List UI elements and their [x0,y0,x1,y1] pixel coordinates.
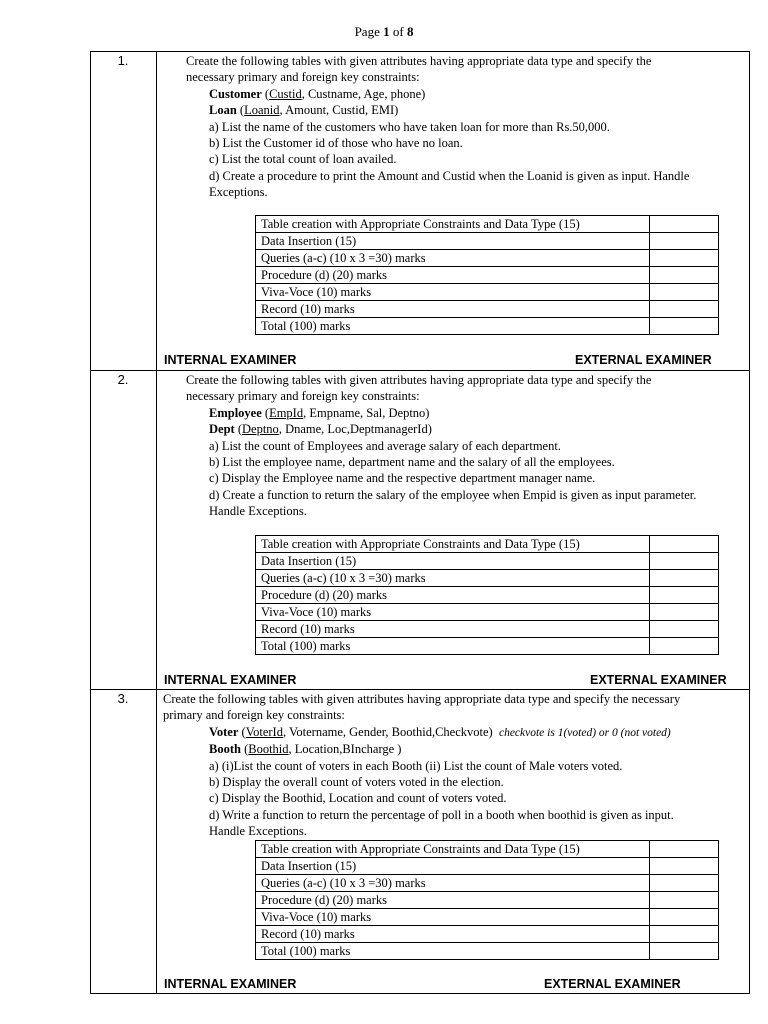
question-text [186,53,746,201]
sub-question: Handle Exceptions. [209,824,307,839]
question-intro: necessary primary and foreign key constraints: [186,70,420,85]
question-intro: necessary primary and foreign key constraints: [186,389,420,404]
marks-row-label: Total (100) marks [256,638,650,655]
sub-question: d) Create a function to return the salary of the employee when Empid is given as input parameter. [209,487,697,502]
marks-cell [650,587,719,604]
page-of: of [392,24,404,39]
marks-cell [650,604,719,621]
table-definition: Employee (EmpId, Empname, Sal, Deptno) [209,405,430,420]
sub-question: a) (i)List the count of voters in each Booth (ii) List the count of Male voters voted. [209,758,623,773]
marks-row-label: Procedure (d) (20) marks [256,587,650,604]
marks-cell [650,233,719,250]
marks-row-label: Table creation with Appropriate Constraints and Data Type (15) [256,216,650,233]
page-number: 1 [383,24,390,39]
marks-row-label: Table creation with Appropriate Constraints and Data Type (15) [256,536,650,553]
sub-question: d) Write a function to return the percentage of poll in a booth when boothid is given as input. [209,807,674,822]
marks-cell [650,892,719,909]
marks-cell [650,943,719,960]
marks-row-label: Record (10) marks [256,926,650,943]
marks-row-label: Procedure (d) (20) marks [256,892,650,909]
marks-row-label: Data Insertion (15) [256,553,650,570]
sub-question: b) List the employee name, department name and the salary of all the employees. [209,455,615,470]
external-examiner-label: EXTERNAL EXAMINER [590,673,727,687]
table-definition: Booth (Boothid, Location,BIncharge ) [209,742,402,757]
marks-cell [650,875,719,892]
question-intro: Create the following tables with given attributes having appropriate data type and specify the necessary [163,692,681,706]
sub-question: a) List the count of Employees and average salary of each department. [209,438,561,453]
internal-examiner-label: INTERNAL EXAMINER [164,353,297,367]
marks-row-label: Queries (a-c) (10 x 3 =30) marks [256,570,650,587]
marks-cell [650,536,719,553]
sub-question: Exceptions. [209,185,268,200]
marks-cell [650,216,719,233]
marks-table [255,215,719,335]
sub-question: d) Create a procedure to print the Amount and Custid when the Loanid is given as input. Handle [209,168,690,183]
external-examiner-label: EXTERNAL EXAMINER [575,353,712,367]
page-total: 8 [406,24,414,39]
marks-row-label: Viva-Voce (10) marks [256,604,650,621]
marks-cell [650,301,719,318]
marks-cell [650,267,719,284]
marks-cell [650,250,719,267]
sub-question: b) Display the overall count of voters voted in the election. [209,775,504,790]
marks-row-label: Record (10) marks [256,301,650,318]
sub-question: a) List the name of the customers who have taken loan for more than Rs.50,000. [209,119,610,134]
table-definition: Voter (VoterId, Votername, Gender, Boothid,Checkvote) checkvote is 1(voted) or 0 (not voted) [209,724,671,739]
marks-cell [650,638,719,655]
number-column-divider [156,51,157,994]
marks-cell [650,570,719,587]
marks-row-label: Data Insertion (15) [256,233,650,250]
sub-question: c) List the total count of loan availed. [209,152,397,167]
row-divider [90,689,750,690]
marks-table [255,840,719,960]
marks-row-label: Data Insertion (15) [256,858,650,875]
sub-question: c) Display the Boothid, Location and count of voters voted. [209,791,507,806]
question-number: 1. [117,53,129,68]
marks-cell [650,858,719,875]
table-definition: Loan (Loanid, Amount, Custid, EMI) [209,103,399,118]
question-text [163,691,748,840]
marks-row-label: Queries (a-c) (10 x 3 =30) marks [256,875,650,892]
checkvote-note: checkvote is 1(voted) or 0 (not voted) [498,726,671,739]
question-number: 2. [117,372,129,387]
marks-cell [650,926,719,943]
marks-cell [650,284,719,301]
sub-question: c) Display the Employee name and the respective department manager name. [209,471,596,486]
marks-row-label: Viva-Voce (10) marks [256,284,650,301]
internal-examiner-label: INTERNAL EXAMINER [164,673,297,687]
marks-row-label: Viva-Voce (10) marks [256,909,650,926]
page-label: Page [354,24,380,39]
marks-row-label: Record (10) marks [256,621,650,638]
table-definition: Dept (Deptno, Dname, Loc,DeptmanagerId) [209,422,432,437]
marks-row-label: Queries (a-c) (10 x 3 =30) marks [256,250,650,267]
marks-row-label: Total (100) marks [256,318,650,335]
question-intro: primary and foreign key constraints: [163,708,345,723]
sub-question: b) List the Customer id of those who have no loan. [209,136,463,151]
marks-table [255,535,719,655]
marks-cell [650,621,719,638]
row-divider [90,370,750,371]
marks-cell [650,318,719,335]
marks-row-label: Total (100) marks [256,943,650,960]
page-header [0,24,768,40]
external-examiner-label: EXTERNAL EXAMINER [544,977,681,991]
question-number: 3. [117,691,129,706]
marks-cell [650,909,719,926]
marks-row-label: Procedure (d) (20) marks [256,267,650,284]
marks-row-label: Table creation with Appropriate Constraints and Data Type (15) [256,841,650,858]
internal-examiner-label: INTERNAL EXAMINER [164,977,297,991]
marks-cell [650,553,719,570]
question-intro: Create the following tables with given attributes having appropriate data type and specify the [186,54,652,68]
table-definition: Customer (Custid, Custname, Age, phone) [209,86,426,101]
question-intro: Create the following tables with given attributes having appropriate data type and specify the [186,373,652,387]
marks-cell [650,841,719,858]
question-text [186,372,748,520]
sub-question: Handle Exceptions. [209,504,307,519]
